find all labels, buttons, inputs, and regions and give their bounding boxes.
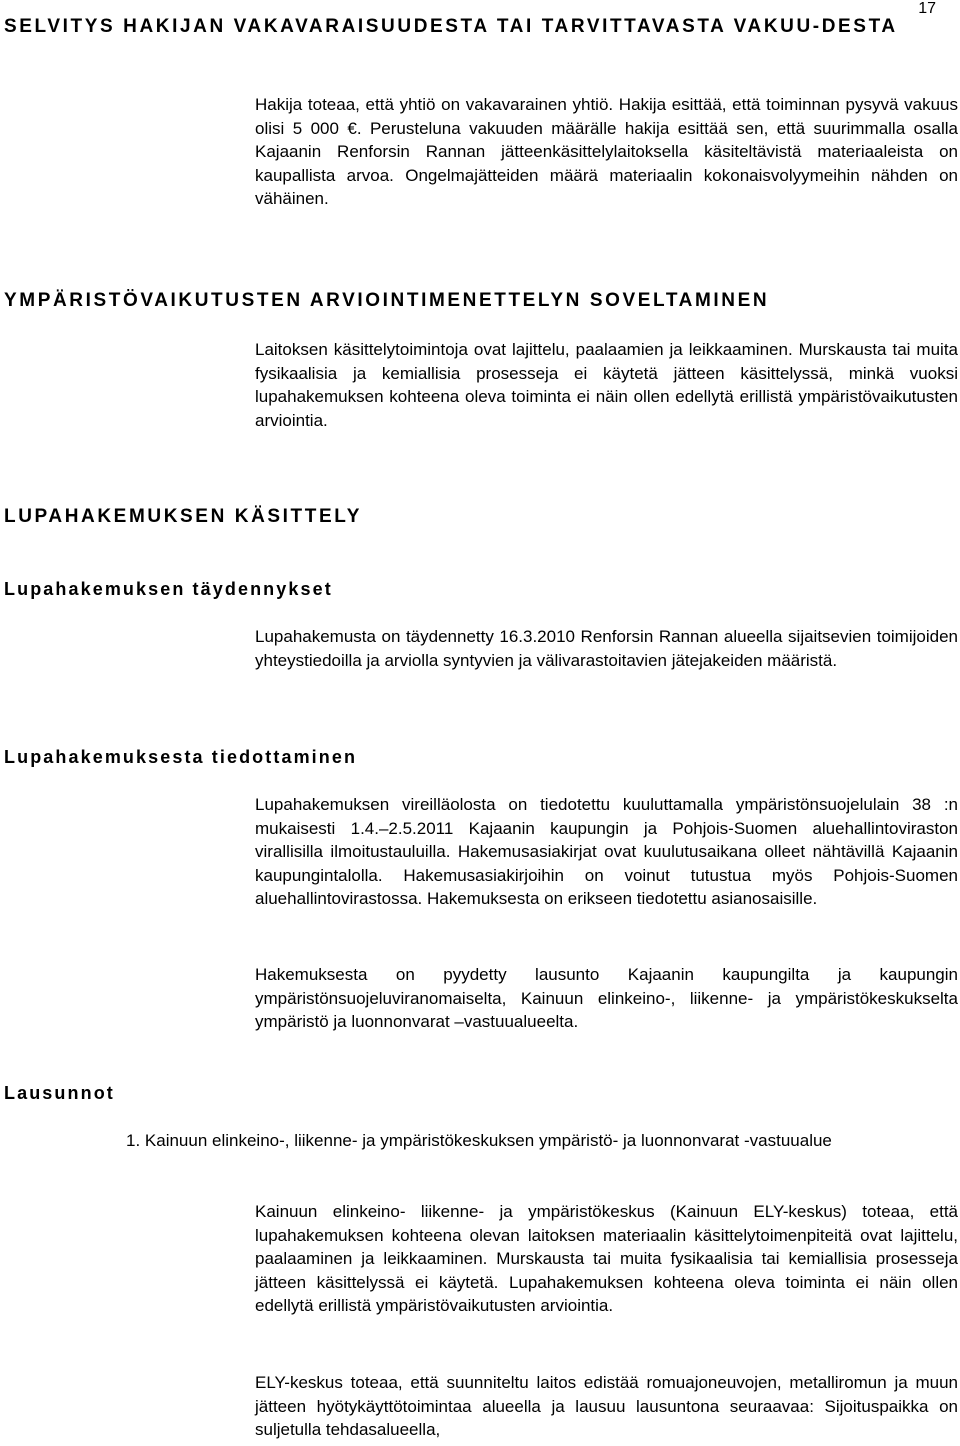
heading-selvitys: SELVITYS HAKIJAN VAKAVARAISUUDESTA TAI TARVITTAVASTA VAKUU-DESTA — [4, 16, 898, 37]
paragraph-selvitys: Hakija toteaa, että yhtiö on vakavarainen yhtiö. Hakija esittää, että toiminnan pysyvä vakuus olisi 5 000 €. Perusteluna vakuuden määrälle hakija esittää sen, että suurimmalla osalla Kajaanin Renforsin Rannan jätteenkäsittelylaitoksella käsiteltävistä materiaaleista on kaupallista arvoa. Ongelmajätteiden määrä materiaalin kokonaisvolyymeihin nähden on vähäinen. — [255, 95, 958, 208]
paragraph-tiedottaminen-2: Hakemuksesta on pyydetty lausunto Kajaanin kaupungilta ja kaupungin ympäristönsuojeluviranomaiselta, Kainuun elinkeino-, liikenne- ja ympäristökeskukselta ympäristö ja luonnonvarat –vastuualueelta. — [255, 965, 958, 1031]
paragraph-tiedottaminen-1: Lupahakemuksen vireilläolosta on tiedotettu kuuluttamalla ympäristönsuojelulain 38 :n mukaisesti 1.4.–2.5.2011 Kajaanin kaupungin ja Pohjois-Suomen aluehallintoviraston virallisilla ilmoitustauluilla. Hakemusasiakirjat ovat kuulutusaikana olleet nähtävillä Kajaanin kaupungintalolla. Hakemusasiakirjoihin on voinut tutustua myös Pohjois-Suomen aluehallintovirastossa. Hakemuksesta on erikseen tiedotettu asianosaisille. — [255, 795, 958, 908]
heading-kasittely: LUPAHAKEMUKSEN KÄSITTELY — [4, 506, 362, 527]
paragraph-taydennykset: Lupahakemusta on täydennetty 16.3.2010 Renforsin Rannan alueella sijaitsevien toimijoiden yhteystiedoilla ja arviolla syntyvien ja välivarastoitavien jätejakeiden määristä. — [255, 627, 958, 670]
heading-tiedottaminen: Lupahakemuksesta tiedottaminen — [4, 747, 358, 767]
heading-lausunnot: Lausunnot — [4, 1083, 115, 1103]
heading-taydennykset: Lupahakemuksen täydennykset — [4, 579, 333, 599]
paragraph-lausunto-2: ELY-keskus toteaa, että suunniteltu laitos edistää romuajoneuvojen, metalliromun ja muun jätteen hyötykäyttötoimintaa alueella ja lausuu lausuntona seuraavaa: Sijoituspaikka on suljetulla tehdasalueella, — [255, 1373, 958, 1439]
paragraph-ymparisto: Laitoksen käsittelytoimintoja ovat lajittelu, paalaamien ja leikkaaminen. Murskausta tai muita fysikaalisia ja kemiallisia prosesseja ei käytetä jätteen käsittelyssä, minkä vuoksi lupahakemuksen kohteena oleva toiminta ei näin ollen edellytä erillistä ympäristövaikutusten arviointia. — [255, 340, 958, 430]
page-number: 17 — [918, 0, 936, 17]
paragraph-lausunto-1: Kainuun elinkeino- liikenne- ja ympäristökeskus (Kainuun ELY-keskus) toteaa, että lupahakemuksen kohteena olevan laitoksen materiaalin käsittelytoimenpiteitä ovat lajittelu, paalaaminen ja leikkaaminen. Murskausta tai muita fysikaalisia tai kemiallisia prosesseja jätteen käsittelyssä ei käytetä. Lupahakemuksen kohteena oleva toiminta ei näin ollen edellytä erillistä ympäristövaikutusten arviointia. — [255, 1202, 958, 1315]
heading-ymparisto: YMPÄRISTÖVAIKUTUSTEN ARVIOINTIMENETTELYN SOVELTAMINEN — [4, 290, 770, 311]
lausunto-item-1: 1. Kainuun elinkeino-, liikenne- ja ympäristökeskuksen ympäristö- ja luonnonvarat -vastuualue — [126, 1131, 832, 1150]
